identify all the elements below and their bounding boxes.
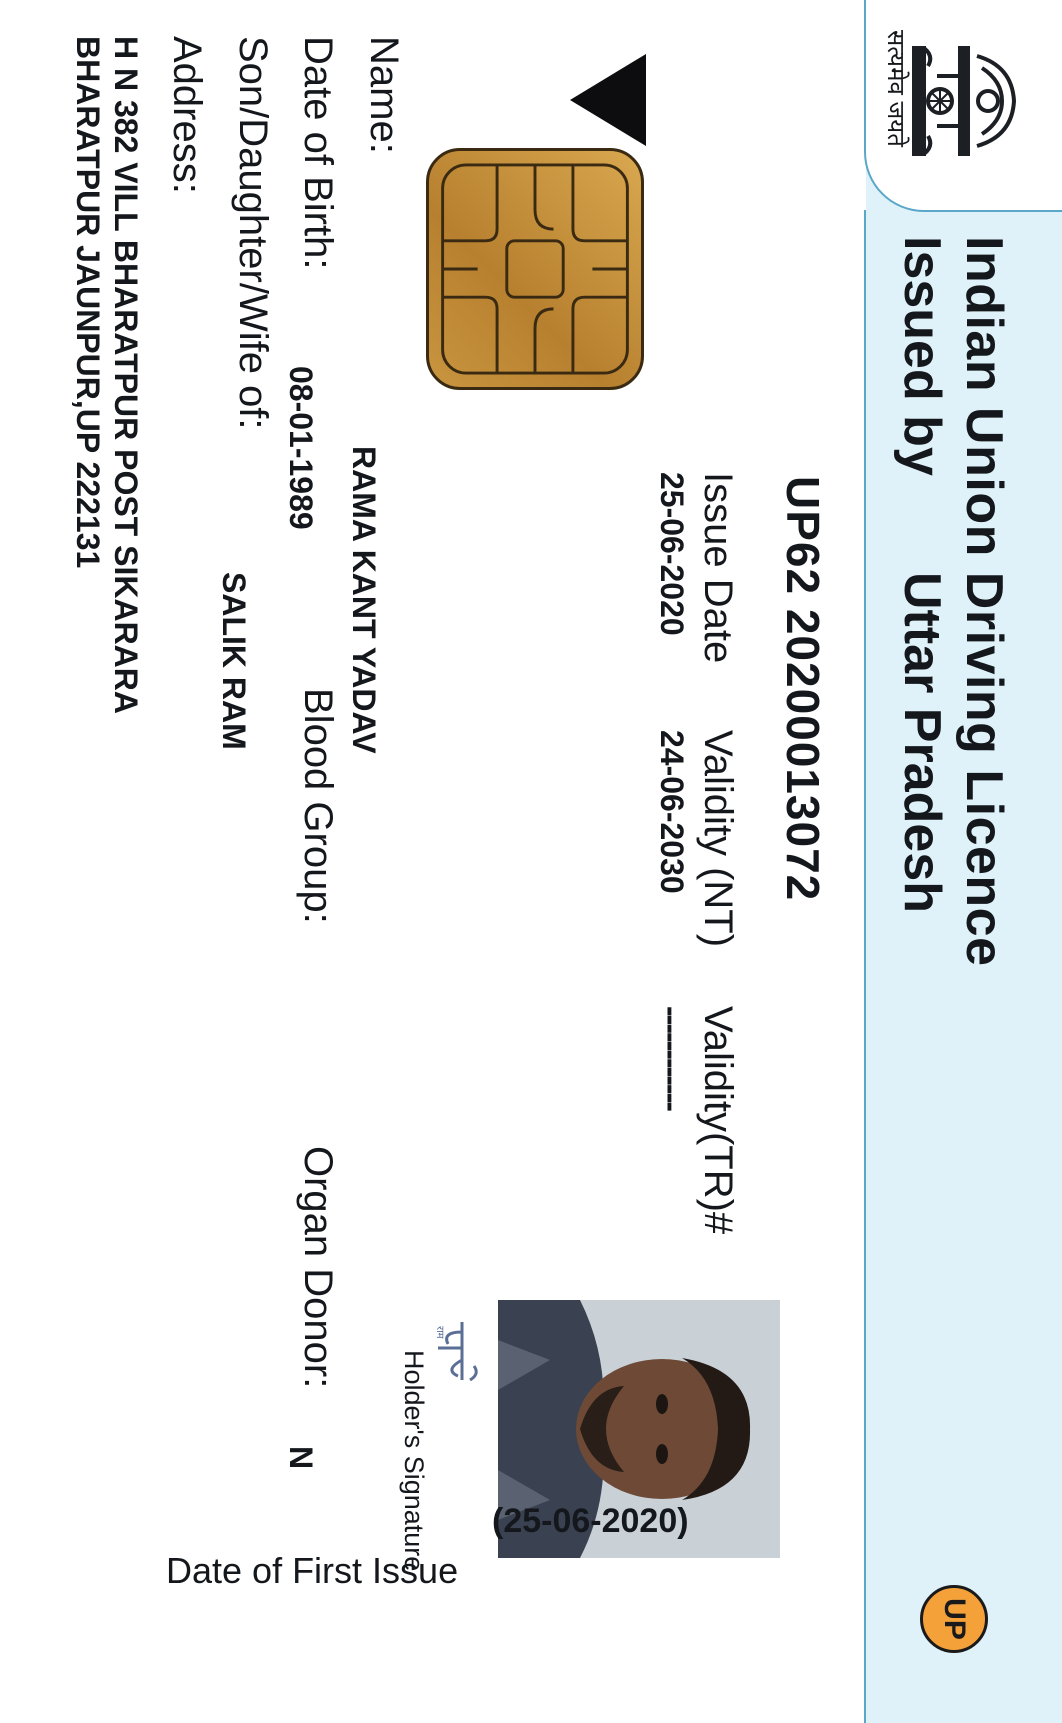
issue-date-value: 25-06-2020 bbox=[654, 472, 690, 636]
signature-mark bbox=[434, 1318, 482, 1384]
issuing-state: Uttar Pradesh bbox=[893, 572, 951, 913]
address-label: Address: bbox=[165, 36, 209, 194]
address-line-1: H N 382 VILL BHARATPUR POST SIKARARA bbox=[108, 36, 144, 714]
licence-title: Indian Union Driving Licence bbox=[955, 236, 1013, 967]
issue-date-label: Issue Date bbox=[696, 472, 740, 664]
organ-donor-label: Organ Donor: bbox=[296, 1146, 340, 1389]
blood-group-label: Blood Group: bbox=[296, 688, 340, 924]
motto-text: सत्यमेव जयते bbox=[882, 30, 909, 147]
validity-nt-value: 24-06-2030 bbox=[654, 730, 690, 894]
signature-label: Holder's Signature bbox=[399, 1350, 429, 1572]
first-issue-label: Date of First Issue bbox=[166, 1550, 459, 1591]
licence-number: UP62 20200013072 bbox=[777, 476, 829, 902]
national-emblem-icon bbox=[902, 26, 1032, 176]
issued-by-label: Issued by bbox=[893, 236, 951, 476]
first-issue-block bbox=[166, 1490, 466, 1591]
name-value: RAMA KANT YADAV bbox=[346, 446, 382, 754]
state-badge: UP bbox=[920, 1585, 988, 1653]
dob-label: Date of Birth: bbox=[296, 36, 340, 270]
relation-value: SALIK RAM bbox=[216, 572, 252, 750]
validity-tr-label: Validity(TR)# bbox=[696, 1006, 740, 1235]
validity-nt-label: Validity (NT) bbox=[696, 730, 740, 948]
orientation-triangle-icon bbox=[570, 54, 646, 146]
signature-text: राम bbox=[434, 1326, 445, 1339]
first-issue-date: (25-06-2020) bbox=[492, 1502, 689, 1540]
chip-contacts-icon bbox=[429, 151, 641, 387]
relation-label: Son/Daughter/Wife of: bbox=[231, 36, 275, 430]
name-label: Name: bbox=[362, 36, 406, 154]
smart-chip bbox=[426, 148, 644, 390]
organ-donor-value: N bbox=[283, 1446, 319, 1470]
dob-value: 08-01-1989 bbox=[283, 366, 319, 530]
address-line-2: BHARATPUR JAUNPUR,UP 222131 bbox=[70, 36, 106, 569]
header-divider bbox=[864, 210, 866, 1723]
validity-tr-value: ------------ bbox=[654, 1006, 690, 1110]
